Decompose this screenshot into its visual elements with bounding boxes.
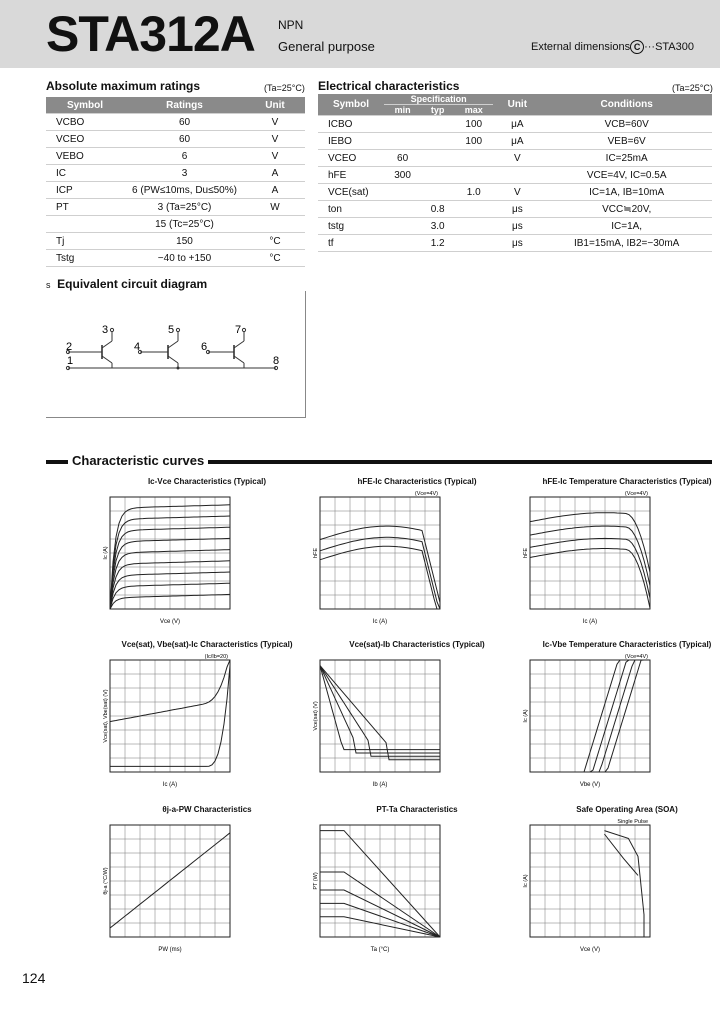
table-cell: VCC≒20V,: [541, 201, 712, 218]
chart-svg: [522, 815, 720, 961]
table-cell: °C: [245, 250, 305, 267]
elec-header: Unit: [493, 94, 541, 116]
chart-ylabel: hFE: [523, 547, 529, 559]
table-cell: °C: [245, 233, 305, 250]
table-cell: [454, 201, 493, 218]
table-cell: [421, 133, 454, 150]
table-row: [46, 182, 305, 199]
table-cell: [493, 167, 541, 184]
chart-title: Safe Operating Area (SOA): [576, 805, 678, 814]
curves-title: [46, 453, 208, 468]
chart-title: Vce(sat), Vbe(sat)-Ic Characteristics (Typical): [121, 640, 293, 649]
table-row: [46, 216, 305, 233]
table-cell: IC=1A,: [541, 218, 712, 235]
abs-max-condition: (Ta=25°C): [264, 83, 305, 93]
characteristic-chart: [522, 805, 720, 965]
table-cell: PT: [46, 199, 124, 216]
abs-max-header: Unit: [245, 97, 305, 114]
table-cell: tstg: [318, 218, 384, 235]
table-cell: 6: [124, 148, 245, 165]
table-cell: V: [493, 150, 541, 167]
table-cell: 0.8: [421, 201, 454, 218]
table-cell: [454, 218, 493, 235]
table-cell: [384, 218, 421, 235]
table-cell: 60: [124, 131, 245, 148]
chart-svg: [312, 487, 512, 633]
table-row: [46, 148, 305, 165]
chart-ylabel: hFE: [313, 547, 319, 559]
ext-dim-code: ···STA300: [644, 40, 694, 53]
curves-title-text: Characteristic curves: [72, 453, 205, 468]
table-cell: 6 (PW≤10ms, Du≤50%): [124, 182, 245, 199]
chart-svg: [312, 650, 512, 796]
table-cell: [454, 235, 493, 252]
chart-ylabel: Ic (A): [523, 709, 529, 723]
table-cell: [421, 167, 454, 184]
external-dimensions: [531, 40, 694, 54]
table-cell: IC=25mA: [541, 150, 712, 167]
chart-note: Single Pulse: [617, 819, 648, 825]
table-cell: A: [245, 165, 305, 182]
table-cell: IC: [46, 165, 124, 182]
circuit-title-text: Equivalent circuit diagram: [57, 277, 208, 291]
table-cell: 1.0: [454, 184, 493, 201]
page-header: [0, 0, 720, 68]
chart-ylabel: PT (W): [313, 872, 319, 890]
abs-max-title: Absolute maximum ratings: [46, 79, 201, 93]
pin-label: 3: [102, 324, 109, 336]
chart-curve: [604, 834, 638, 875]
table-cell: IB1=15mA, IB2=−30mA: [541, 235, 712, 252]
table-cell: hFE: [318, 167, 384, 184]
transistor-type: NPN: [278, 18, 304, 32]
table-cell: [421, 184, 454, 201]
chart-title: hFE-Ic Characteristics (Typical): [357, 477, 477, 486]
chart-svg: [522, 650, 720, 796]
chart-ylabel: Vce(sat), Vbe(sat) (V): [103, 689, 109, 743]
chart-xlabel: Vbe (V): [579, 782, 601, 788]
table-cell: 300: [384, 167, 421, 184]
table-cell: ICP: [46, 182, 124, 199]
chart-ylabel: Vce(sat) (V): [313, 701, 319, 731]
abs-max-header: Ratings: [124, 97, 245, 114]
chart-svg: [102, 650, 302, 796]
table-cell: [384, 133, 421, 150]
table-cell: [421, 150, 454, 167]
chart-svg: [102, 815, 302, 961]
pin-label: 1: [67, 355, 74, 367]
table-cell: 15 (Tc=25°C): [124, 216, 245, 233]
table-cell: μs: [493, 218, 541, 235]
circuit-svg: [46, 291, 305, 417]
table-cell: μs: [493, 201, 541, 218]
table-row: [318, 184, 712, 201]
table-cell: 60: [384, 150, 421, 167]
table-cell: V: [245, 131, 305, 148]
table-cell: 3: [124, 165, 245, 182]
chart-xlabel: Ib (A): [372, 782, 388, 788]
table-row: [46, 250, 305, 267]
characteristic-chart: [312, 477, 522, 637]
circuit-title: [46, 277, 207, 291]
abs-max-header: Symbol: [46, 97, 124, 114]
table-cell: VEB=6V: [541, 133, 712, 150]
table-cell: [454, 167, 493, 184]
ext-dim-label: External dimensions: [531, 40, 631, 53]
elec-header: Conditions: [541, 94, 712, 116]
chart-xlabel: Ic (A): [162, 782, 178, 788]
table-cell: V: [245, 114, 305, 131]
chart-xlabel: PW (ms): [158, 947, 182, 953]
table-cell: IC=1A, IB=10mA: [541, 184, 712, 201]
chart-ylabel: Ic (A): [103, 546, 109, 560]
table-cell: VCEO: [46, 131, 124, 148]
table-cell: [454, 150, 493, 167]
chart-note: (Vce=4V): [624, 491, 648, 497]
table-cell: 150: [124, 233, 245, 250]
table-cell: W: [245, 199, 305, 216]
table-row: [46, 199, 305, 216]
pin-label: 5: [168, 324, 175, 336]
chart-title: Ic-Vbe Temperature Characteristics (Typical): [542, 640, 712, 649]
table-cell: VCBO: [46, 114, 124, 131]
chart-title: Vce(sat)-Ib Characteristics (Typical): [349, 640, 485, 649]
table-cell: Tstg: [46, 250, 124, 267]
chart-svg: [522, 487, 720, 633]
chart-xlabel: Ic (A): [582, 619, 598, 625]
chart-note: (Vce=4V): [414, 491, 438, 497]
table-cell: 100: [454, 133, 493, 150]
table-cell: [46, 216, 124, 233]
chart-xlabel: Ta (°C): [370, 947, 390, 953]
chart-xlabel: Vce (V): [579, 947, 601, 953]
table-cell: [384, 235, 421, 252]
chart-note: (Vce=4V): [624, 654, 648, 660]
table-cell: −40 to +150: [124, 250, 245, 267]
table-cell: 1.2: [421, 235, 454, 252]
elec-header: max: [454, 105, 493, 116]
elec-title: Electrical characteristics: [318, 79, 460, 93]
table-cell: μA: [493, 116, 541, 133]
elec-header: Symbol: [318, 94, 384, 116]
chart-title: PT-Ta Characteristics: [376, 805, 458, 814]
table-row: [318, 201, 712, 218]
chart-ylabel: Ic (A): [523, 874, 529, 888]
table-row: [318, 150, 712, 167]
chart-title: Ic-Vce Characteristics (Typical): [147, 477, 267, 486]
chart-title: hFE-Ic Temperature Characteristics (Typical): [542, 477, 712, 486]
table-cell: V: [245, 148, 305, 165]
table-cell: VCB=60V: [541, 116, 712, 133]
characteristic-chart: [102, 640, 312, 800]
table-row: [46, 114, 305, 131]
table-cell: VCE=4V, IC=0.5A: [541, 167, 712, 184]
table-row: [46, 131, 305, 148]
equivalent-circuit-diagram: [46, 291, 306, 418]
transistor-purpose: General purpose: [278, 39, 375, 54]
characteristic-chart: [312, 805, 522, 965]
table-cell: μs: [493, 235, 541, 252]
pin-label: 6: [201, 341, 208, 353]
table-cell: IEBO: [318, 133, 384, 150]
table-cell: μA: [493, 133, 541, 150]
table-cell: [245, 216, 305, 233]
table-row: [318, 167, 712, 184]
circuit-marker: s: [46, 280, 51, 290]
chart-xlabel: Vce (V): [159, 619, 181, 625]
elec-header: min: [384, 105, 421, 116]
characteristic-chart: [102, 805, 312, 965]
table-row: [46, 233, 305, 250]
abs-max-table: [46, 97, 305, 267]
chart-svg: [102, 487, 302, 633]
table-row: [318, 235, 712, 252]
table-cell: Tj: [46, 233, 124, 250]
chart-note: (Ic/Ib=20): [204, 654, 228, 660]
table-cell: A: [245, 182, 305, 199]
characteristic-chart: [522, 640, 720, 800]
part-number: STA312A: [46, 6, 255, 62]
table-cell: ton: [318, 201, 384, 218]
pin-label: 2: [66, 341, 73, 353]
chart-xlabel: Ic (A): [372, 619, 388, 625]
table-row: [318, 133, 712, 150]
pin-label: 8: [273, 355, 280, 367]
table-cell: [384, 184, 421, 201]
elec-table: [318, 94, 712, 252]
table-cell: VCEO: [318, 150, 384, 167]
pin-label: 7: [235, 324, 242, 336]
elec-header: Specification: [384, 94, 493, 105]
characteristic-chart: [102, 477, 312, 637]
table-cell: VCE(sat): [318, 184, 384, 201]
table-row: [318, 218, 712, 235]
page-number: 124: [22, 970, 46, 986]
chart-curve: [604, 831, 644, 937]
elec-condition: (Ta=25°C): [672, 83, 713, 93]
table-cell: 100: [454, 116, 493, 133]
table-cell: tf: [318, 235, 384, 252]
table-cell: ICBO: [318, 116, 384, 133]
table-row: [46, 165, 305, 182]
table-cell: [421, 116, 454, 133]
c-circle-icon: C: [630, 40, 644, 54]
table-cell: VEBO: [46, 148, 124, 165]
table-cell: [384, 116, 421, 133]
chart-title: θj-a-PW Characteristics: [162, 805, 252, 814]
table-cell: 3.0: [421, 218, 454, 235]
characteristic-chart: [522, 477, 720, 637]
table-row: [318, 116, 712, 133]
elec-header: typ: [421, 105, 454, 116]
table-cell: 3 (Ta=25°C): [124, 199, 245, 216]
pin-label: 4: [134, 341, 141, 353]
table-cell: V: [493, 184, 541, 201]
characteristic-chart: [312, 640, 522, 800]
chart-ylabel: θj-a (°C/W): [103, 867, 109, 895]
chart-svg: [312, 815, 512, 961]
table-cell: [384, 201, 421, 218]
table-cell: 60: [124, 114, 245, 131]
